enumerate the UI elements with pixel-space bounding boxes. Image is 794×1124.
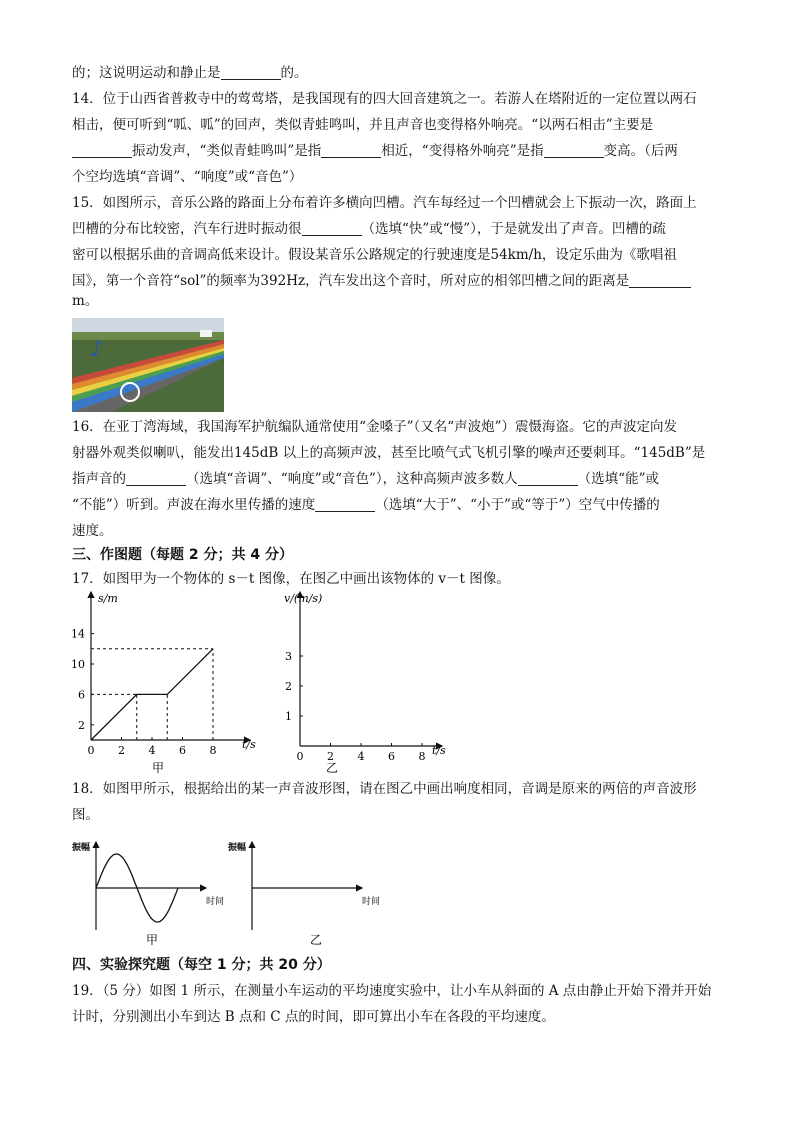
- y-tick-label: 6: [78, 688, 85, 702]
- q15-line5: m。: [72, 293, 99, 309]
- x-tick-label: 0: [296, 750, 304, 763]
- x-tick-label: 2: [118, 744, 125, 757]
- x-axis-label: 时间: [362, 897, 381, 907]
- answer-blank[interactable]: [544, 143, 604, 158]
- vt-graph: [270, 588, 460, 778]
- q16-line2: 射器外观类似喇叭，能发出145dB 以上的高频声波，甚至比喷气式飞机引擎的噪声还要刺耳。“145dB”是: [72, 445, 706, 461]
- graph-caption: 甲: [146, 933, 159, 947]
- graph-caption: 甲: [152, 761, 165, 775]
- line-prev: 的；这说明运动和静止是 的。: [72, 65, 308, 81]
- x-tick-label: 6: [179, 744, 186, 757]
- q15-line1: 15．如图所示，音乐公路的路面上分布着许多横向凹槽。汽车每经过一个凹槽就会上下振动一次，路面上: [72, 195, 697, 211]
- q15-line3: 密可以根据乐曲的音调高低来设计。假设某音乐公路规定的行驶速度是54km/h，设定乐曲为《歌唱祖: [72, 247, 677, 263]
- y-tick-label: 2: [285, 680, 292, 693]
- x-axis-label: 时间: [206, 897, 225, 907]
- q16-line5: 速度。: [72, 523, 113, 539]
- q14-line3: 振动发声，“类似青蛙鸣叫”是指 相近，“变得格外响亮”是指 变高。（后两: [72, 142, 678, 160]
- q16-line4: “不能”）听到。声波在海水里传播的速度 （选填“大于”、“小于”或“等于”）空气中传播的: [72, 497, 660, 513]
- y-axis-label: s/m: [98, 592, 118, 605]
- q14-line4: 个空均选填“音调”、“响度”或“音色”）: [72, 169, 303, 185]
- answer-blank[interactable]: [302, 221, 362, 236]
- answer-blank[interactable]: [321, 143, 381, 158]
- y-tick-label: 10: [71, 658, 85, 671]
- wave-graph-a: [70, 838, 240, 948]
- q17-text: 17．如图甲为一个物体的 s－t 图像，在图乙中画出该物体的 v－t 图像。: [72, 571, 510, 587]
- q18-line2: 图。: [72, 807, 99, 823]
- x-tick-label: 2: [327, 750, 334, 763]
- graph-caption: 乙: [326, 761, 339, 775]
- answer-blank[interactable]: [126, 471, 186, 486]
- answer-blank[interactable]: [315, 497, 375, 512]
- section-4-heading: 四、实验探究题（每空 1 分；共 20 分）: [72, 957, 331, 973]
- y-axis-label: 振幅: [72, 843, 91, 853]
- q16-line3: 指声音的 （选填“音调”、“响度”或“音色”），这种高频声波多数人 （选填“能”或: [72, 471, 659, 487]
- graph-caption: 乙: [310, 933, 323, 947]
- x-tick-label: 6: [388, 750, 395, 763]
- x-tick-label: 4: [148, 744, 156, 757]
- y-axis-label: 振幅: [228, 843, 247, 853]
- answer-blank[interactable]: [221, 65, 281, 80]
- y-tick-label: 3: [285, 650, 292, 663]
- answer-blank[interactable]: [518, 471, 578, 486]
- x-axis-label: t/s: [432, 744, 446, 757]
- x-axis-label: t/s: [242, 738, 256, 751]
- x-tick-label: 0: [87, 744, 95, 757]
- q15-line2: 凹槽的分布比较密，汽车行进时振动很 （选填“快”或“慢”），于是就发出了声音。凹槽的疏: [72, 221, 666, 237]
- q14-line2: 相击，便可听到“呱、呱”的回声，类似青蛙鸣叫，并且声音也变得格外响亮。“以两石相击”主要是: [72, 117, 654, 133]
- x-tick-label: 8: [209, 744, 217, 757]
- q15-line4: 国》，第一个音符“sol”的频率为392Hz，汽车发出这个音时，所对应的相邻凹槽之间的距离是: [72, 272, 691, 290]
- q19-line1: 19．（5 分）如图 1 所示，在测量小车运动的平均速度实验中，让小车从斜面的 A 点由静止开始下滑并开始: [72, 983, 712, 999]
- q19-line2: 计时，分别测出小车到达 B 点和 C 点的时间，即可算出小车在各段的平均速度。: [72, 1009, 555, 1025]
- answer-blank[interactable]: [72, 143, 132, 158]
- q16-line1: 16．在亚丁湾海域，我国海军护航编队通常使用“金嗓子”（又名“声波炮”）震慑海盗。它的声波定向发: [72, 419, 678, 435]
- q18-line1: 18．如图甲所示，根据给出的某一声音波形图，请在图乙中画出响度相同，音调是原来的两倍的声音波形: [72, 781, 697, 797]
- answer-blank[interactable]: [629, 273, 691, 288]
- svg-text:♪: ♪: [90, 337, 105, 362]
- y-tick-label: 14: [71, 627, 85, 641]
- st-graph: [60, 588, 270, 778]
- y-axis-label: v/(m/s): [284, 592, 323, 605]
- x-tick-label: 4: [357, 750, 365, 763]
- wave-graph-b: [226, 838, 396, 948]
- section-3-heading: 三、作图题（每题 2 分；共 4 分）: [72, 547, 293, 563]
- q14-line1: 14．位于山西省普救寺中的莺莺塔，是我国现有的四大回音建筑之一。若游人在塔附近的一定位置以两石: [72, 91, 697, 107]
- music-road-photo: [72, 318, 224, 412]
- y-tick-label: 1: [285, 710, 292, 723]
- x-tick-label: 8: [418, 750, 426, 763]
- y-tick-label: 2: [78, 718, 85, 732]
